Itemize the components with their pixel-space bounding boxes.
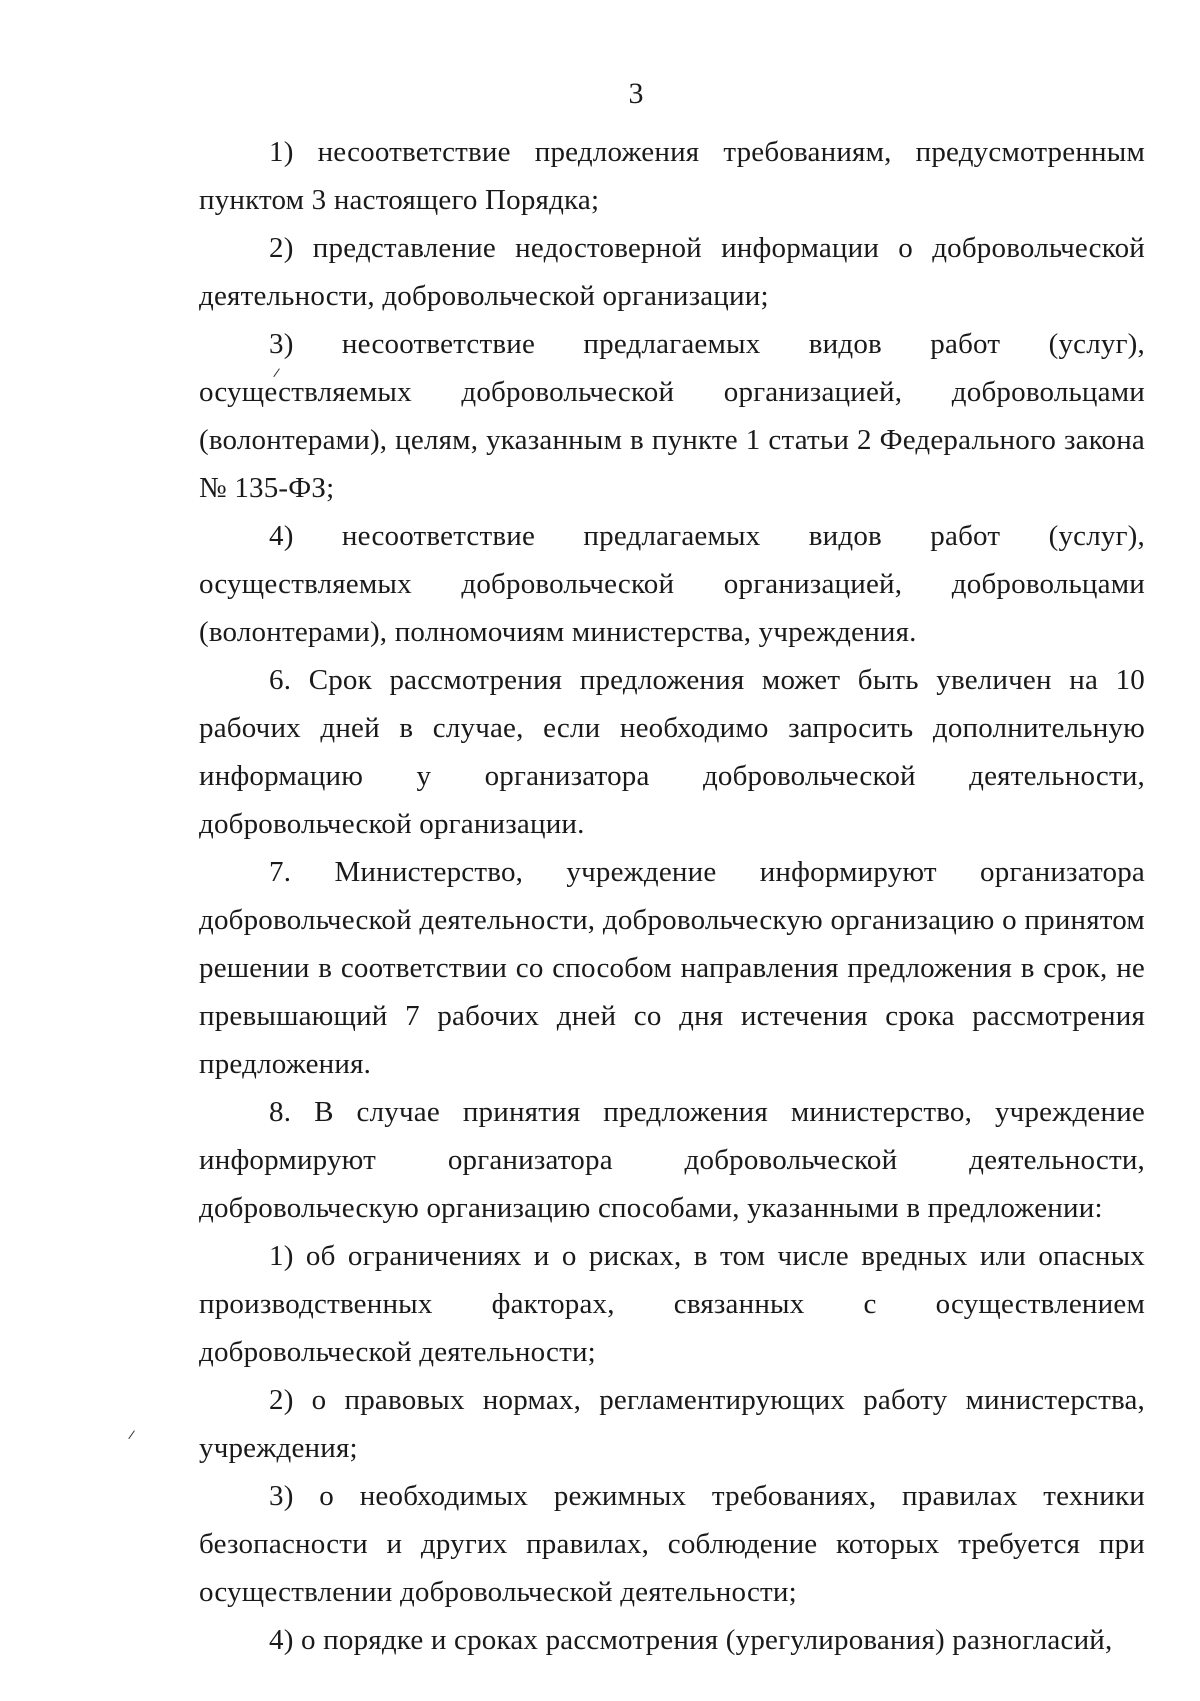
paragraph-clause-7: 7. Министерство, учреждение информируют организатора добровольческой деятельности, добровольческую организацию о принятом решении в соответствии со способом направления предложения в срок, не превышающий 7 рабочих дней со дня истечения срока рассмотрения предложения.: [199, 856, 1145, 1080]
document-body: [199, 128, 1145, 1664]
paragraph-item-3: 3) несоответствие предлагаемых видов работ (услуг), осуществляемых добровольческой организацией, добровольцами (волонтерами), целям, указанным в пункте 1 статьи 2 Федерального закона № 135-ФЗ;: [199, 328, 1145, 504]
paragraph-subitem-4: 4) о порядке и сроках рассмотрения (урегулирования) разногласий,: [269, 1624, 1113, 1656]
paragraph-subitem-1: 1) об ограничениях и о рисках, в том числе вредных или опасных производственных факторах, связанных с осуществлением добровольческой деятельности;: [199, 1240, 1145, 1368]
paragraph-item-1: 1) несоответствие предложения требованиям, предусмотренным пунктом 3 настоящего Порядка;: [199, 136, 1145, 216]
scan-mark: [128, 1430, 135, 1439]
paragraph-clause-6: 6. Срок рассмотрения предложения может быть увеличен на 10 рабочих дней в случае, если необходимо запросить дополнительную информацию у организатора добровольческой деятельности, добровольческой организации.: [199, 664, 1145, 840]
paragraph-subitem-3: 3) о необходимых режимных требованиях, правилах техники безопасности и других правилах, соблюдение которых требуется при осуществлении добровольческой деятельности;: [199, 1480, 1145, 1608]
page-number: 3: [628, 77, 644, 110]
paragraph-subitem-2: 2) о правовых нормах, регламентирующих работу министерства, учреждения;: [199, 1384, 1145, 1464]
paragraph-clause-8: 8. В случае принятия предложения министерство, учреждение информируют организатора добровольческой деятельности, добровольческую организацию способами, указанными в предложении:: [199, 1096, 1145, 1224]
paragraph-item-4: 4) несоответствие предлагаемых видов работ (услуг), осуществляемых добровольческой организацией, добровольцами (волонтерами), полномочиям министерства, учреждения.: [199, 520, 1145, 648]
paragraph-item-2: 2) представление недостоверной информации о добровольческой деятельности, добровольческой организации;: [199, 232, 1145, 312]
